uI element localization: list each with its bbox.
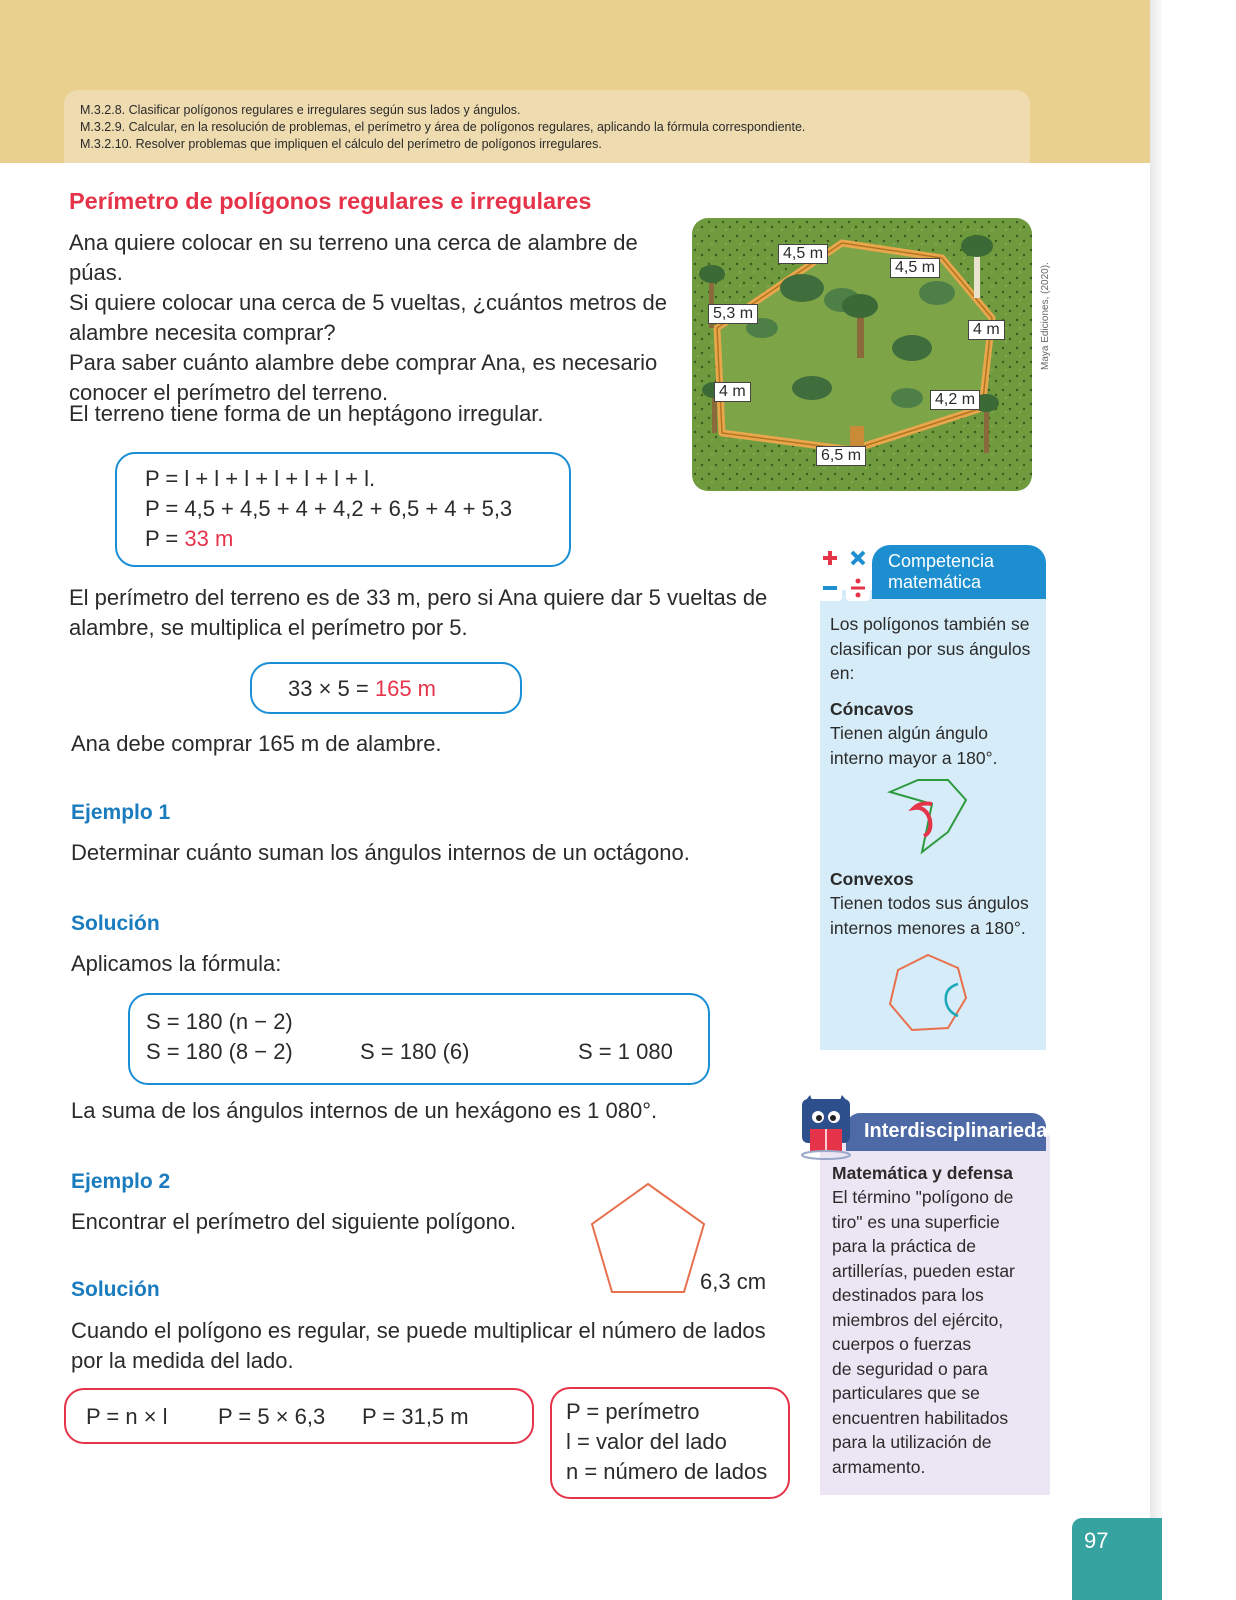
multiply-result: 165 m: [374, 676, 437, 701]
label-left-upper-side: 5,3 m: [708, 304, 758, 324]
multiply-paragraph: [69, 583, 789, 643]
competencia-intro-line: clasifican por sus ángulos: [830, 638, 1031, 659]
competencia-intro: [830, 612, 1040, 686]
angle-simplified: S = 180 (6): [360, 1039, 470, 1064]
competencia-intro-line: en:: [830, 663, 855, 683]
page-number-tab: [1072, 1518, 1162, 1600]
convex-title: Convexos: [830, 869, 914, 889]
text-line: de seguridad o para: [832, 1358, 988, 1379]
label-top-right-side: 4,5 m: [890, 258, 940, 278]
intro-paragraph: [69, 228, 669, 408]
intro-line: Si quiere colocar una cerca de 5 vueltas, ¿cuántos metros de: [69, 290, 667, 315]
label-right-upper-side: 4 m: [968, 320, 1005, 340]
regular-substitution: P = 5 × 6,3: [218, 1404, 326, 1429]
math-operators-icon: [816, 543, 872, 603]
formula-line-2: P = 4,5 + 4,5 + 4 + 4,2 + 6,5 + 4 + 5,3: [145, 496, 513, 521]
concave-angle-mark: [914, 804, 932, 837]
objective-1: M.3.2.8. Clasificar polígonos regulares e irregulares según sus lados y ángulos.: [80, 103, 521, 117]
convex-description: [830, 891, 1040, 940]
convex-line: Tienen todos sus ángulos: [830, 893, 1029, 913]
text-line: para la práctica de: [832, 1236, 976, 1256]
angle-sum-box: [128, 993, 710, 1085]
competencia-intro-line: Los polígonos también se: [830, 614, 1030, 634]
text-line: El término "polígono de: [832, 1187, 1014, 1207]
label-bottom-side: 6,5 m: [816, 446, 866, 466]
text-line: particulares que se: [832, 1383, 980, 1403]
intro-line: alambre necesita comprar?: [69, 320, 336, 345]
angle-formula: S = 180 (n − 2): [146, 1009, 293, 1034]
text-line: destinados para los: [832, 1285, 984, 1305]
example-2-title: Ejemplo 2: [71, 1170, 171, 1193]
text-line: artillerías, pueden estar: [832, 1260, 1015, 1281]
heptagon-statement: El terreno tiene forma de un heptágono irregular.: [69, 401, 544, 426]
legend-item: P = perímetro: [566, 1399, 700, 1424]
interdisciplinariedad-text: [832, 1185, 1044, 1479]
text-line: tiro" es una superficie: [832, 1211, 1000, 1232]
image-credit: Maya Ediciones, (2020).: [1040, 262, 1051, 370]
competencia-title-line: Competencia: [888, 551, 995, 571]
convex-polygon-figure: [886, 952, 970, 1036]
intro-line: Para saber cuánto alambre debe comprar Ana, es necesario: [69, 350, 658, 375]
objective-2: M.3.2.9. Calcular, en la resolución de problemas, el perímetro y área de polígonos regulares, aplicando la fórmula correspondiente.: [80, 120, 806, 134]
objectives-box: [64, 90, 1030, 163]
multiply-line: El perímetro del terreno es de 33 m, pero si Ana quiere dar 5 vueltas de: [69, 585, 768, 610]
example-1-title: Ejemplo 1: [71, 801, 171, 824]
regular-perimeter-box: [64, 1388, 534, 1444]
example-1-apply: Aplicamos la fórmula:: [71, 951, 282, 976]
convex-line: internos menores a 180°.: [830, 917, 1026, 938]
perimeter-result: 33 m: [184, 526, 234, 551]
angle-result: S = 1 080: [578, 1039, 673, 1064]
concave-polygon-figure: [886, 776, 970, 856]
page-number: 97: [1084, 1528, 1109, 1553]
example-2-solution-title: Solución: [71, 1278, 160, 1301]
page-title: Perímetro de polígonos regulares e irregulares: [69, 188, 592, 214]
convex-polygon: [890, 955, 966, 1030]
label-right-lower-side: 4,2 m: [930, 390, 980, 410]
example-2-explanation: [71, 1316, 791, 1376]
multiply-prefix: 33 × 5 =: [288, 676, 375, 701]
formula-line-3: [145, 524, 569, 554]
legend-box: [550, 1387, 790, 1499]
competencia-title: [888, 551, 994, 593]
competencia-header: [872, 545, 1046, 599]
page-edge-shadow: [1150, 0, 1162, 1600]
pentagon-side-label: 6,3 cm: [700, 1269, 767, 1294]
multiply-box: [250, 662, 522, 714]
regular-formula: P = n × l: [86, 1404, 168, 1429]
label-left-lower-side: 4 m: [714, 382, 751, 402]
regular-result: P = 31,5 m: [362, 1404, 469, 1429]
concave-line: Tienen algún ángulo: [830, 723, 988, 743]
concave-description: [830, 721, 1040, 770]
concave-line: interno mayor a 180°.: [830, 747, 998, 768]
convex-angle-mark: [946, 984, 958, 1016]
book-character-icon: [796, 1093, 856, 1163]
legend-item: n = número de lados: [566, 1459, 768, 1484]
terrain-illustration: [692, 218, 1032, 491]
formula-line-1: P = l + l + l + l + l + l + l.: [145, 466, 376, 491]
explanation-line: por la medida del lado.: [71, 1348, 294, 1373]
pentagon-shape: [592, 1184, 704, 1292]
formula-line-3-prefix: P =: [145, 526, 185, 551]
text-line: armamento.: [832, 1456, 926, 1477]
buy-statement: Ana debe comprar 165 m de alambre.: [71, 731, 442, 756]
pentagon-figure: [588, 1180, 708, 1298]
text-line: cuerpos o fuerzas: [832, 1334, 972, 1354]
competencia-title-line: matemática: [888, 572, 982, 592]
explanation-line: Cuando el polígono es regular, se puede multiplicar el número de lados: [71, 1318, 766, 1343]
text-line: para la utilización de: [832, 1432, 992, 1452]
example-1-statement: Determinar cuánto suman los ángulos internos de un octágono.: [71, 840, 690, 865]
interdisciplinariedad-header: [846, 1113, 1060, 1151]
example-1-solution-title: Solución: [71, 912, 160, 935]
interdisciplinariedad-subtitle: Matemática y defensa: [832, 1163, 1013, 1183]
intro-line: Ana quiere colocar en su terreno una cerca de alambre de púas.: [69, 230, 638, 285]
text-line: miembros del ejército,: [832, 1309, 1004, 1330]
perimeter-formula-box: [115, 452, 571, 567]
objective-3: M.3.2.10. Resolver problemas que impliquen el cálculo del perímetro de polígonos irregulares.: [80, 137, 602, 151]
legend-item: l = valor del lado: [566, 1429, 727, 1454]
text-line: encuentren habilitados: [832, 1407, 1009, 1428]
label-top-left-side: 4,5 m: [778, 244, 828, 264]
example-2-statement: Encontrar el perímetro del siguiente polígono.: [71, 1209, 517, 1234]
angle-substitution: S = 180 (8 − 2): [146, 1039, 293, 1064]
intro-line: conocer el perímetro del terreno.: [69, 380, 389, 405]
interdisciplinariedad-title: Interdisciplinariedad: [864, 1120, 1060, 1142]
multiply-line: alambre, se multiplica el perímetro por 5.: [69, 615, 468, 640]
example-1-conclusion: La suma de los ángulos internos de un hexágono es 1 080°.: [71, 1098, 658, 1123]
concave-title: Cóncavos: [830, 699, 914, 719]
